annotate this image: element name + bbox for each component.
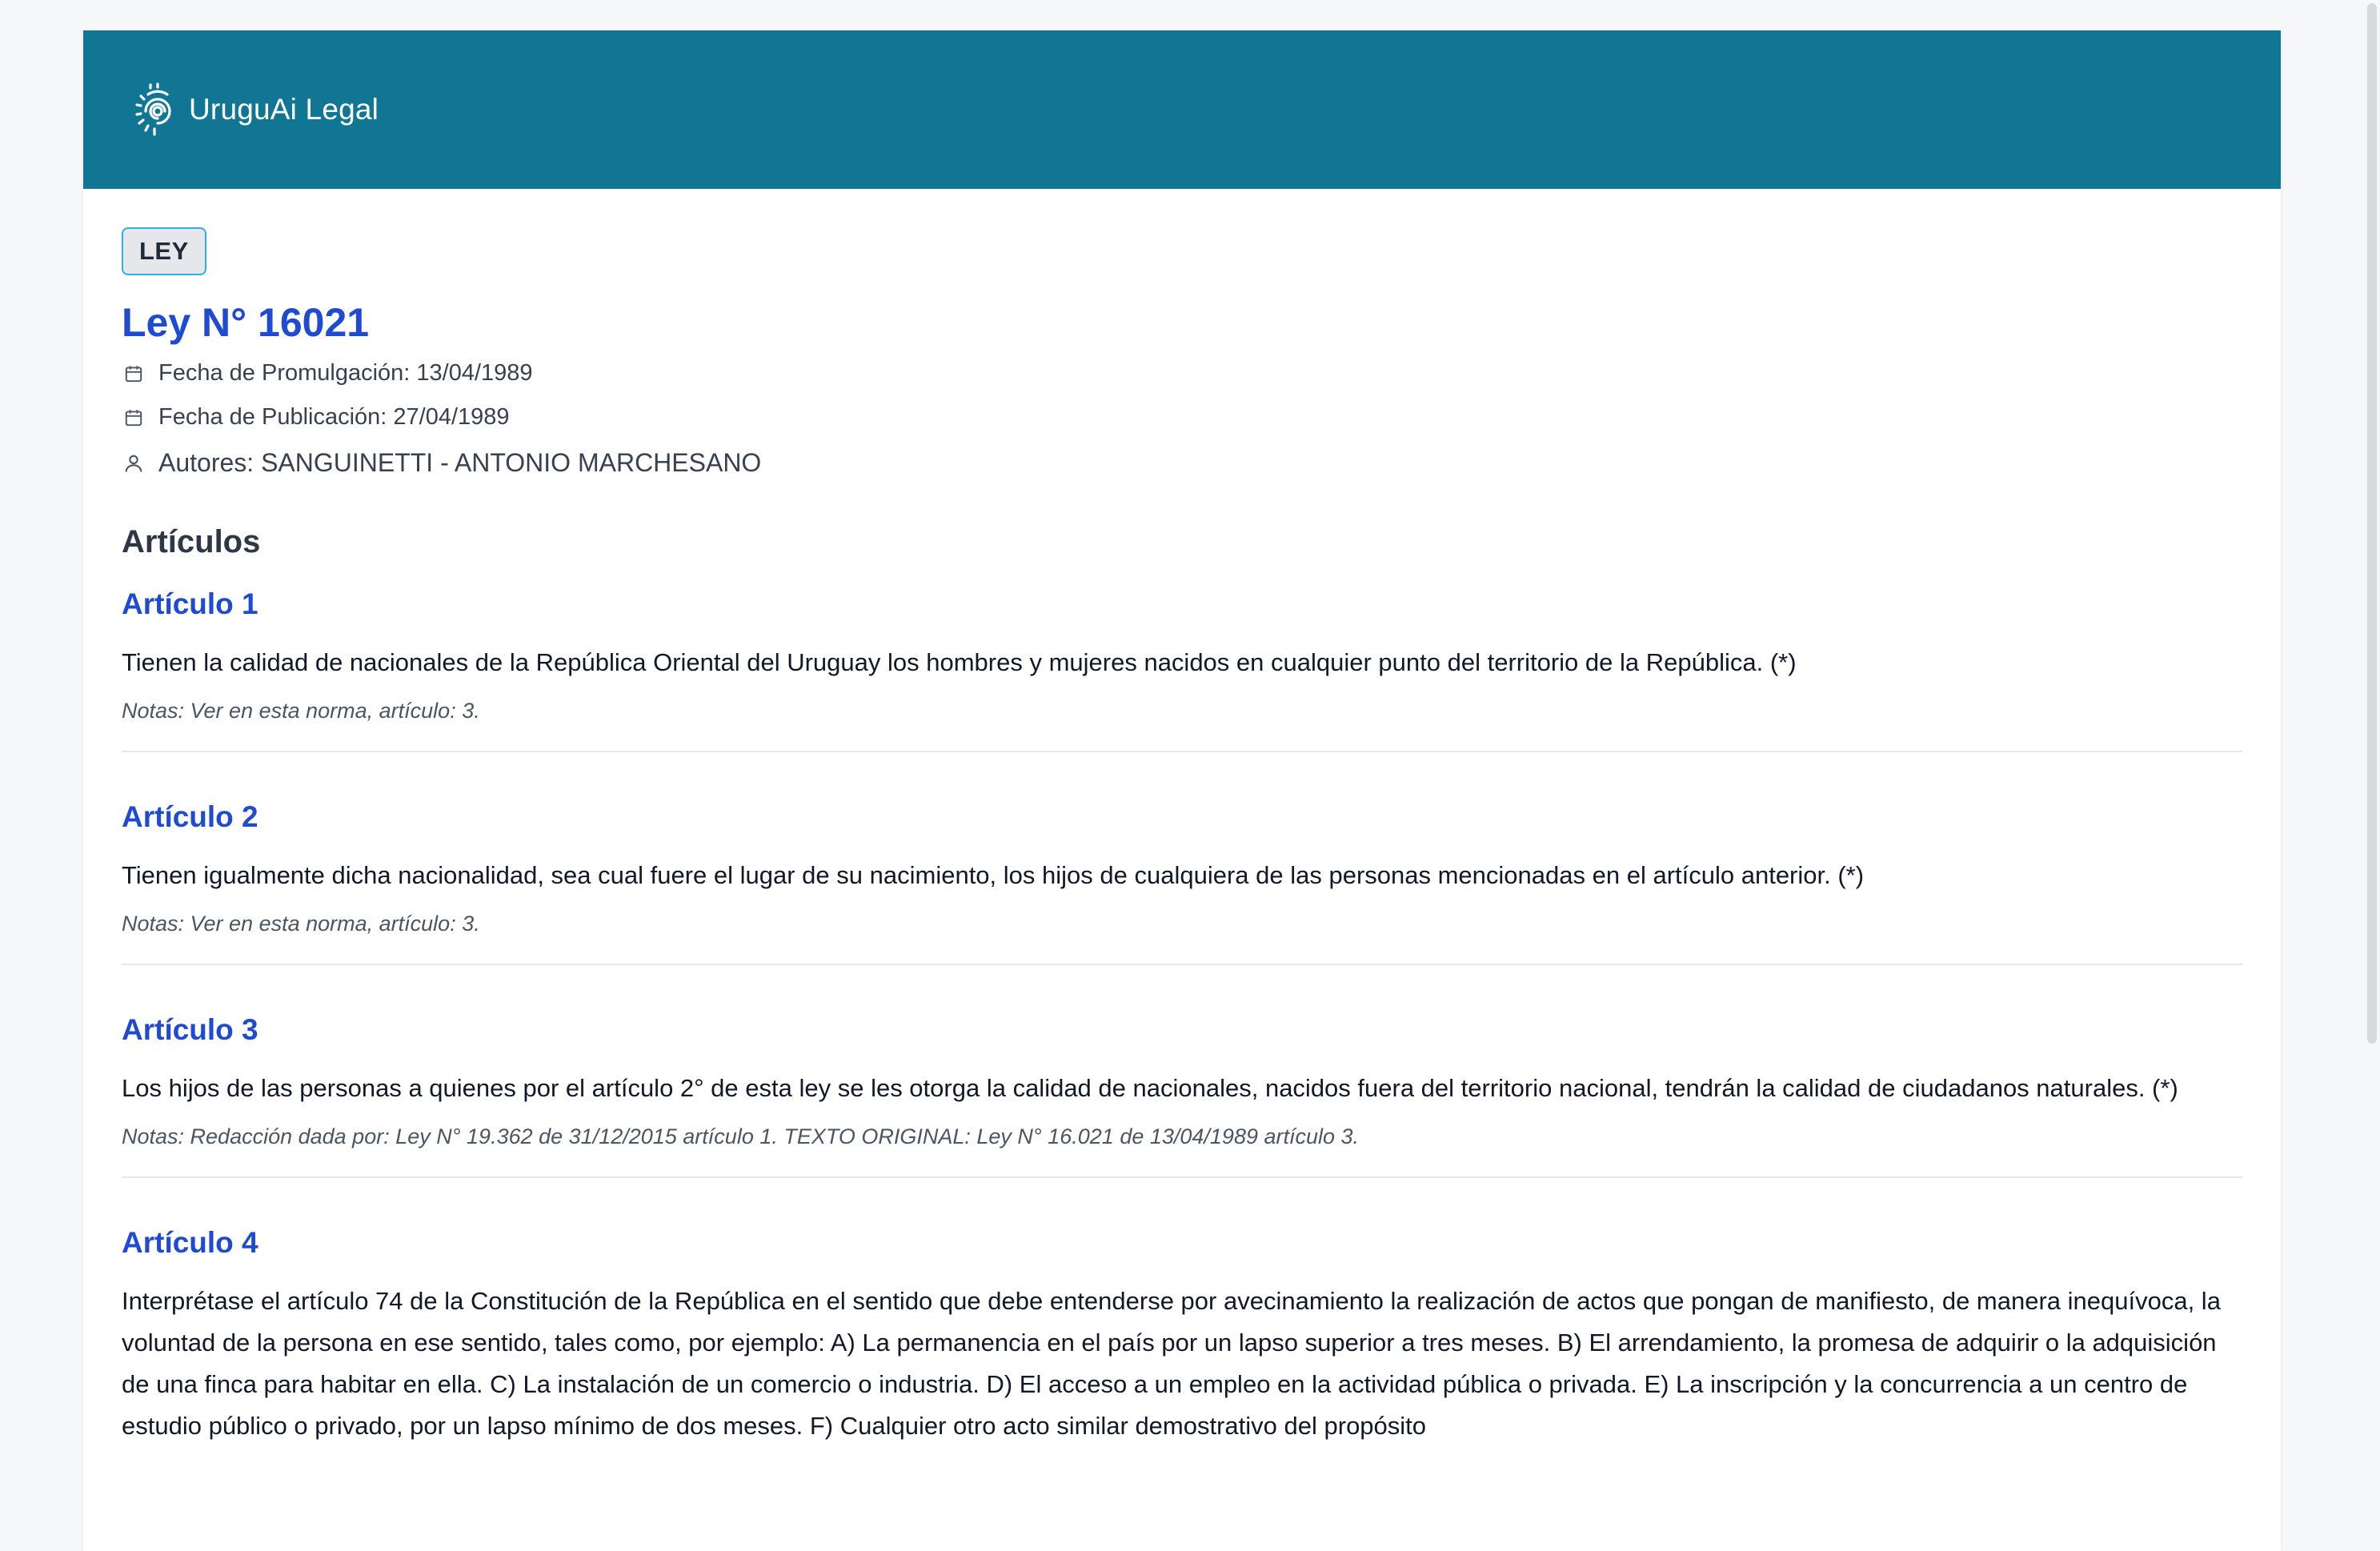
law-title: Ley N° 16021	[122, 300, 370, 345]
law-type-badge: LEY	[122, 227, 206, 275]
authors-row	[122, 448, 2242, 478]
article-title: Artículo 1	[122, 587, 258, 620]
article-title: Artículo 4	[122, 1226, 258, 1259]
article-title: Artículo 3	[122, 1013, 258, 1046]
publication-date: Fecha de Publicación: 27/04/1989	[158, 404, 510, 430]
article-text: Interprétase el artículo 74 de la Constitución de la República en el sentido que debe entenderse por avecinamiento la realización de actos que pongan de manifiesto, de manera inequívoca, la voluntad de la persona en ese sentido, tales como, por ejemplo: A) La permanencia en el país por un lapso superior a tres meses. B) El arrendamiento, la promesa de adquirir o la adquisición de una finca para habitar en ella. C) La instalación de un comercio o industria. D) El acceso a un empleo en la actividad pública o privada. E) La inscripción y la concurrencia a un centro de estudio público o privado, por un lapso mínimo de dos meses. F) Cualquier otro acto similar demostrativo del propósito	[122, 1287, 2221, 1440]
page-scrollbar[interactable]	[2364, 0, 2380, 1508]
calendar-icon	[122, 362, 146, 386]
article-text: Los hijos de las personas a quienes por el artículo 2° de esta ley se les otorga la calidad de nacionales, nacidos fuera del territorio nacional, tendrán la calidad de ciudadanos naturales. (*)	[122, 1074, 2178, 1102]
top-bar	[83, 30, 2281, 189]
promulgation-date-row	[122, 360, 2242, 387]
article-item	[122, 1226, 2242, 1482]
article-title: Artículo 2	[122, 800, 258, 833]
promulgation-date: Fecha de Promulgación: 13/04/1989	[158, 360, 533, 386]
article-item	[122, 587, 2242, 752]
publication-date-row	[122, 404, 2242, 431]
article-text: Tienen igualmente dicha nacionalidad, sea cual fuere el lugar de su nacimiento, los hijos de cualquiera de las personas mencionadas en el artículo anterior. (*)	[122, 861, 1865, 889]
article-item	[122, 800, 2242, 965]
article-notes: Notas: Redacción dada por: Ley N° 19.362 de 31/12/2015 artículo 1. TEXTO ORIGINAL: Ley N° 16.021 de 13/04/1989 artículo 3.	[122, 1124, 1360, 1148]
article-notes: Notas: Ver en esta norma, artículo: 3.	[122, 912, 480, 936]
user-icon	[122, 451, 146, 475]
article-notes: Notas: Ver en esta norma, artículo: 3.	[122, 699, 480, 723]
scrollbar-thumb[interactable]	[2367, 3, 2377, 1044]
law-detail-card	[83, 30, 2281, 1551]
article-text: Tienen la calidad de nacionales de la República Oriental del Uruguay los hombres y mujeres nacidos en cualquier punto del territorio de la República. (*)	[122, 648, 1797, 676]
authors: Autores: SANGUINETTI - ANTONIO MARCHESANO	[158, 448, 762, 477]
law-content	[83, 189, 2281, 1482]
articles-heading: Artículos	[122, 524, 261, 559]
article-item	[122, 1013, 2242, 1178]
fingerprint-logo-icon[interactable]	[133, 81, 176, 138]
calendar-icon	[122, 406, 146, 430]
brand-name[interactable]: UruguAi Legal	[189, 93, 379, 126]
